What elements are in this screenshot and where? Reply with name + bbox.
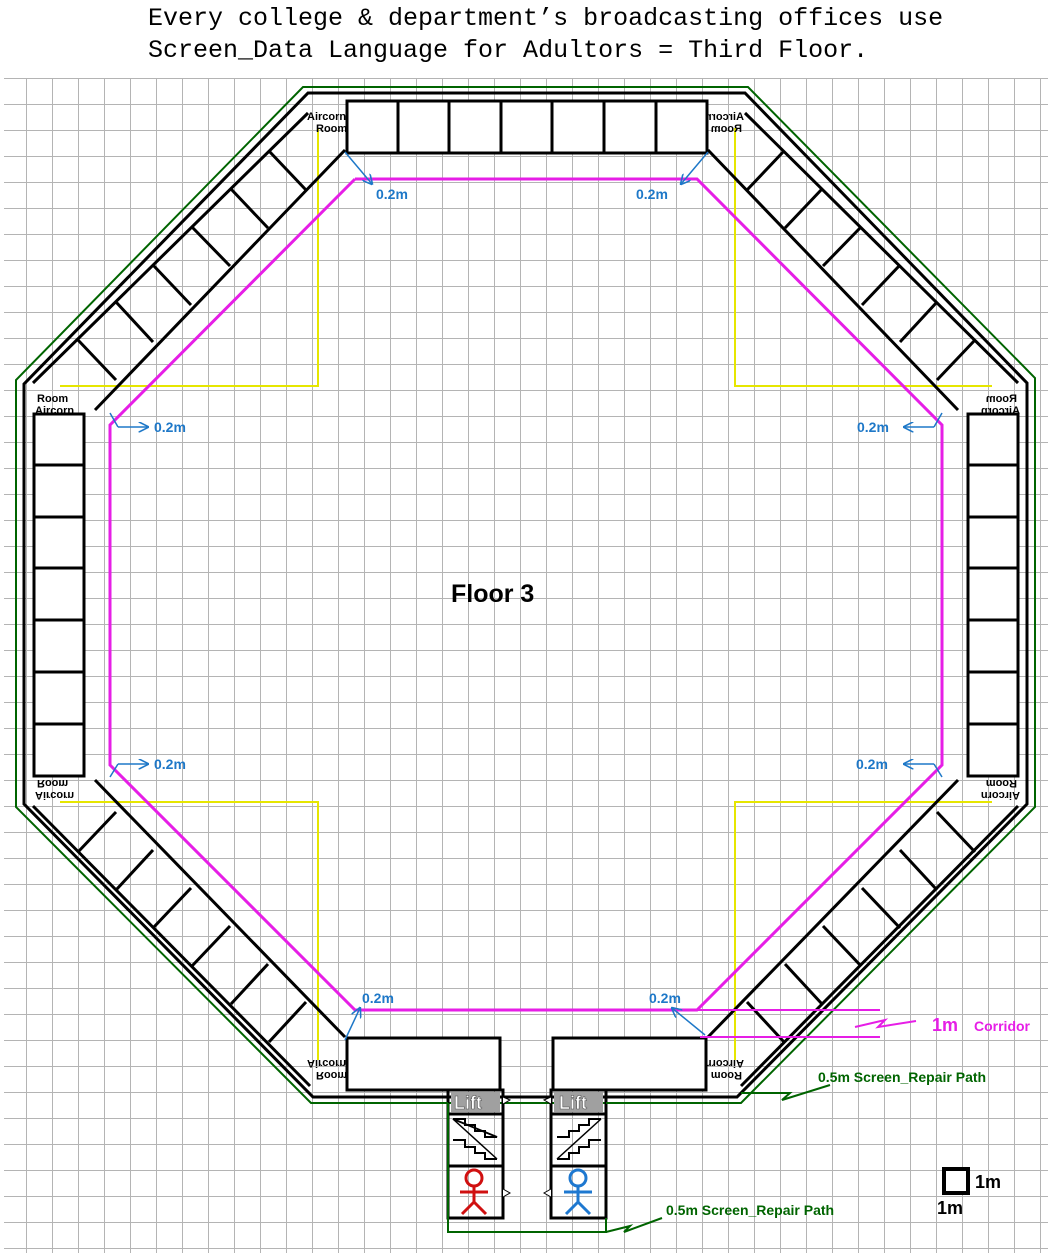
room-row-left [34,414,84,776]
aircorn-room-right-top: Room [985,393,1017,405]
offset-label-top-right: 0.2m [636,186,668,202]
lift-label-left: Lift [454,1093,482,1113]
scale-square-icon [944,1169,968,1193]
aircorn-room-right-top-2: Aircorn [980,405,1020,417]
aircorn-room-bottom-left-2: Aircorn [307,1057,347,1069]
aircorn-room-bottom-right: Room [710,1069,742,1081]
corridor-width-label: 1m [932,1015,959,1035]
aircorn-room-right-bottom-2: Room [985,777,1017,789]
header-line-1: Every college & department’s broadcasting offices use [148,4,944,33]
floor-title: Floor 3 [451,580,535,608]
aircorn-room-top-left-2: Room [316,123,348,135]
repair-path-label-upper: 0.5m Screen_Repair Path [818,1069,987,1085]
aircorn-room-left-bottom-2: Room [37,777,69,789]
offset-label-top-left: 0.2m [376,186,408,202]
offset-label-right-top: 0.2m [857,419,889,435]
scale-label-right: 1m [975,1172,1002,1192]
aircorn-room-left-top-2: Aircorn [35,405,75,417]
aircorn-room-top-left: Aircorn [307,111,347,123]
aircorn-room-right-bottom: Aircorn [980,789,1020,801]
room-row-top [347,101,707,153]
repair-path-label-lower: 0.5m Screen_Repair Path [666,1202,835,1218]
header-line-2: Screen_Data Language for Adultors = Third Floor. [148,36,869,65]
lift-label-right: Lift [559,1093,587,1113]
corridor-label: Corridor [974,1018,1030,1034]
aircorn-room-left-top: Room [37,393,69,405]
aircorn-room-top-right: Aircorn [704,111,744,123]
offset-label-left-top: 0.2m [154,419,186,435]
aircorn-room-left-bottom: Aircorn [35,789,75,801]
room-row-right [968,414,1018,776]
offset-label-left-bottom: 0.2m [154,756,186,772]
aircorn-room-bottom-left: Room [316,1069,348,1081]
offset-label-bottom-left: 0.2m [362,990,394,1006]
aircorn-room-bottom-right-2: Aircorn [704,1057,744,1069]
offset-label-right-bottom: 0.2m [856,756,888,772]
aircorn-room-top-right-2: Room [710,123,742,135]
scale-label-bottom: 1m [937,1198,964,1218]
offset-label-bottom-right: 0.2m [649,990,681,1006]
